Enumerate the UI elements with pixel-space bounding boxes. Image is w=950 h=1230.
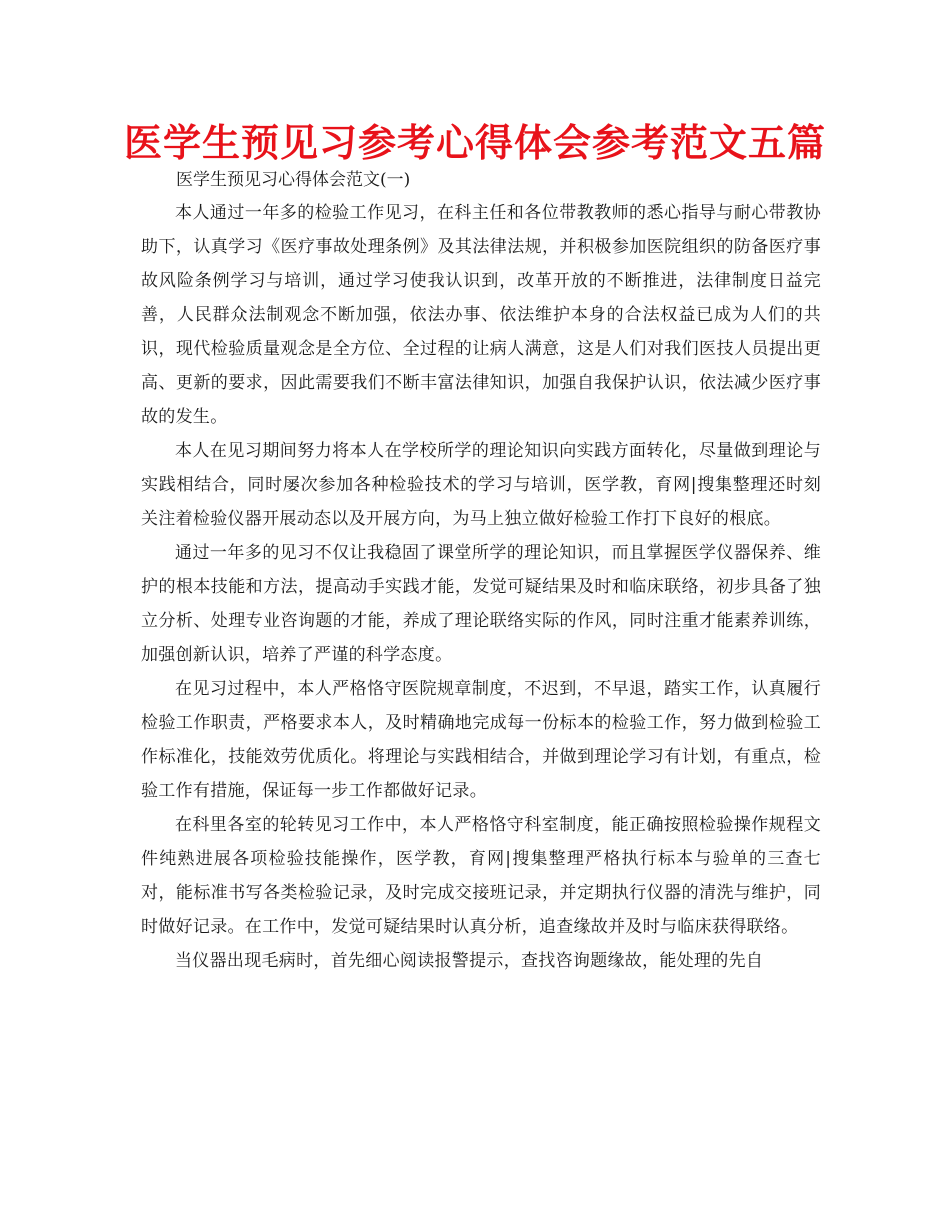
document-body <box>141 196 821 978</box>
paragraph-4: 在见习过程中，本人严格恪守医院规章制度，不迟到，不早退，踏实工作，认真履行检验工作职责，严格要求本人，及时精确地完成每一份标本的检验工作，努力做到检验工作标准化，技能效劳优质化。将理论与实践相结合，并做到理论学习有计划，有重点，检验工作有措施，保证每一步工作都做好记录。 <box>141 679 821 801</box>
paragraph-6: 当仪器出现毛病时，首先细心阅读报警提示，查找咨询题缘故，能处理的先自 <box>175 951 764 971</box>
paragraph-5: 在科里各室的轮转见习工作中，本人严格恪守科室制度，能正确按照检验操作规程文件纯熟进展各项检验技能操作，医学教，育网|搜集整理严格执行标本与验单的三查七对，能标准书写各类检验记录，及时完成交接班记录，并定期执行仪器的清洗与维护，同时做好记录。在工作中，发觉可疑结果时认真分析，追查缘故并及时与临床获得联络。 <box>141 815 821 937</box>
paragraph-2: 本人在见习期间努力将本人在学校所学的理论知识向实践方面转化，尽量做到理论与实践相结合，同时屡次参加各种检验技术的学习与培训，医学教，育网|搜集整理还时刻关注着检验仪器开展动态以及开展方向，为马上独立做好检验工作打下良好的根底。 <box>141 441 821 529</box>
paragraph-3: 通过一年多的见习不仅让我稳固了课堂所学的理论知识，而且掌握医学仪器保养、维护的根本技能和方法，提高动手实践才能，发觉可疑结果及时和临床联络，初步具备了独立分析、处理专业咨询题的才能，养成了理论联络实际的作风，同时注重才能素养训练，加强创新认识，培养了严谨的科学态度。 <box>141 543 821 665</box>
document-title: 医学生预见习参考心得体会参考范文五篇 <box>123 121 826 165</box>
paragraph-1: 本人通过一年多的检验工作见习，在科主任和各位带教教师的悉心指导与耐心带教协助下，认真学习《医疗事故处理条例》及其法律法规，并积极参加医院组织的防备医疗事故风险条例学习与培训，通过学习使我认识到，改革开放的不断推进，法律制度日益完善，人民群众法制观念不断加强，依法办事、依法维护本身的合法权益已成为人们的共识，现代检验质量观念是全方位、全过程的让病人满意，这是人们对我们医技人员提出更高、更新的要求，因此需要我们不断丰富法律知识，加强自我保护认识，依法减少医疗事故的发生。 <box>141 203 821 427</box>
section-subtitle: 医学生预见习心得体会范文(一) <box>176 170 411 190</box>
